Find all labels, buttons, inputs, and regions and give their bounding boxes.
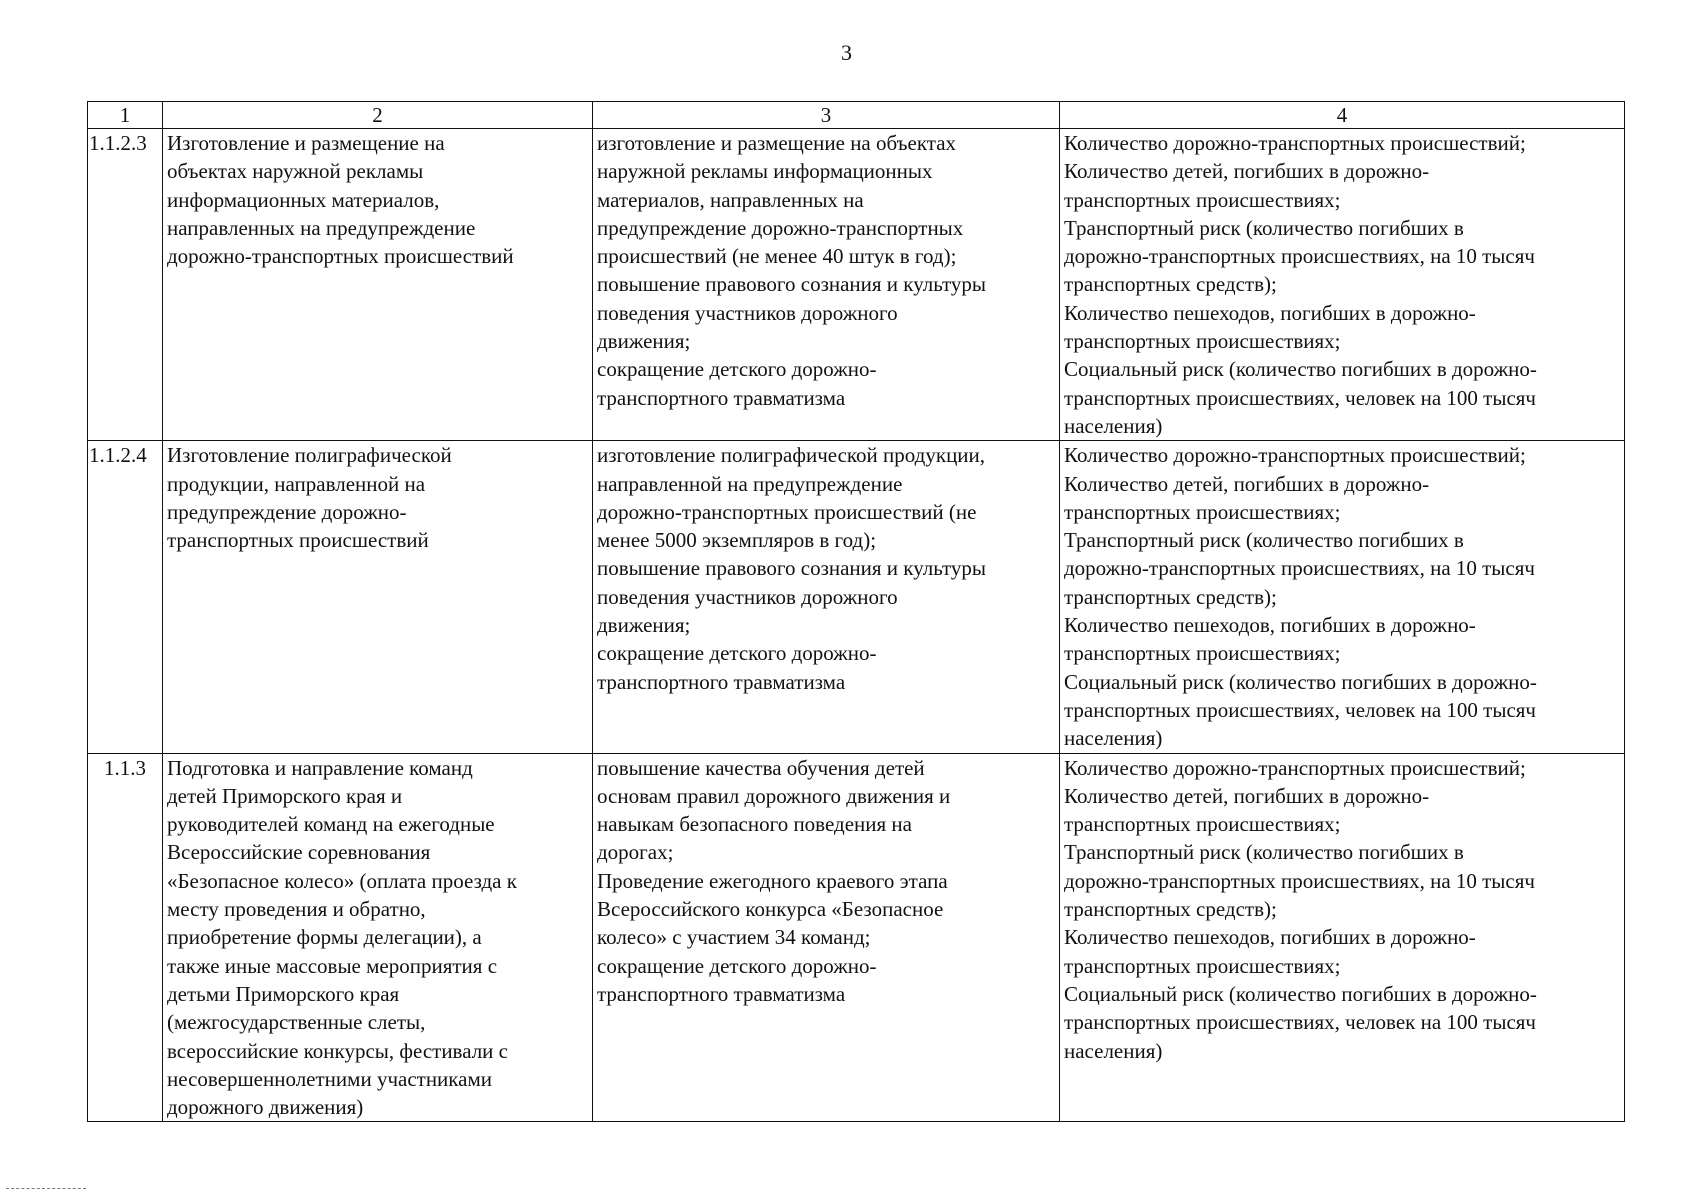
text-line: дорожного движения) (167, 1095, 364, 1120)
text-line: также иные массовые мероприятия с (167, 953, 498, 978)
text-line: повышение правового сознания и культуры (597, 556, 987, 581)
text-line: дорожно-транспортных происшествий (не (597, 499, 977, 524)
text-line: населения) (1064, 413, 1163, 438)
text-line: дорожно-транспортных происшествиях, на 10 тысяч (1064, 556, 1535, 581)
table-row (88, 129, 1625, 441)
text-line: Социальный риск (количество погибших в дорожно- (1064, 669, 1537, 694)
measures-table (87, 101, 1625, 1122)
text-line: предупреждение дорожно- (167, 499, 407, 524)
text-line: менее 5000 экземпляров в год); (597, 528, 877, 553)
text-line: транспортного травматизма (597, 981, 846, 1006)
text-line: транспортных происшествиях; (1064, 953, 1341, 978)
text-line: Социальный риск (количество погибших в дорожно- (1064, 357, 1537, 382)
text-line: информационных материалов, (167, 187, 440, 212)
text-line: Всероссийского конкурса «Безопасное (597, 897, 944, 922)
measure-name-cell (163, 129, 593, 441)
text-line: детей Приморского края и (167, 783, 403, 808)
table-row (88, 441, 1625, 753)
text-line: месту проведения и обратно, (167, 897, 426, 922)
text-line: (межгосударственные слеты, (167, 1010, 426, 1035)
text-line: изготовление и размещение на объектах (597, 131, 957, 155)
text-line: транспортных происшествиях, человек на 100 тысяч (1064, 1010, 1536, 1035)
text-line: материалов, направленных на (597, 187, 864, 212)
scan-artifact-line (6, 1188, 86, 1189)
row-number: 1.1.2.4 (88, 441, 163, 753)
text-line: Количество пешеходов, погибших в дорожно- (1064, 925, 1476, 950)
text-line: Подготовка и направление команд (167, 755, 473, 780)
text-line: транспортных происшествиях, человек на 100 тысяч (1064, 385, 1536, 410)
text-line: Изготовление и размещение на (167, 131, 445, 155)
text-line: Изготовление полиграфической (167, 443, 452, 468)
text-line: дорожно-транспортных происшествий (167, 244, 514, 269)
text-line: изготовление полиграфической продукции, (597, 443, 986, 468)
text-line: происшествий (не менее 40 штук в год); (597, 244, 957, 269)
expected-results-cell (593, 753, 1060, 1122)
text-line: навыкам безопасного поведения на (597, 812, 912, 837)
text-line: транспортных происшествиях; (1064, 812, 1341, 837)
text-line: Количество детей, погибших в дорожно- (1064, 159, 1430, 184)
header-col-1: 1 (88, 102, 163, 129)
text-line: Количество детей, погибших в дорожно- (1064, 471, 1430, 496)
text-line: транспортного травматизма (597, 385, 846, 410)
text-line: Всероссийские соревнования (167, 840, 431, 865)
text-line: транспортных средств); (1064, 897, 1277, 922)
expected-results-cell (593, 441, 1060, 753)
text-line: Транспортный риск (количество погибших в (1064, 215, 1464, 240)
text-line: объектах наружной рекламы (167, 159, 424, 184)
text-line: «Безопасное колесо» (оплата проезда к (167, 868, 517, 893)
text-line: дорожно-транспортных происшествиях, на 10 тысяч (1064, 868, 1535, 893)
header-col-3: 3 (593, 102, 1060, 129)
measure-name-cell (163, 441, 593, 753)
text-line: колесо» с участием 34 команд; (597, 925, 871, 950)
text-line: повышение правового сознания и культуры (597, 272, 987, 297)
text-line: Количество дорожно-транспортных происшествий; (1064, 755, 1526, 780)
table-header-row (88, 102, 1625, 129)
indicators-cell (1060, 129, 1625, 441)
text-line: движения; (597, 329, 691, 354)
indicators-cell (1060, 753, 1625, 1122)
text-line: руководителей команд на ежегодные (167, 812, 495, 837)
row-number: 1.1.2.3 (88, 129, 163, 441)
text-line: дорожно-транспортных происшествиях, на 10 тысяч (1064, 244, 1535, 269)
text-line: транспортных происшествий (167, 528, 429, 553)
text-line: основам правил дорожного движения и (597, 783, 951, 808)
text-line: Транспортный риск (количество погибших в (1064, 528, 1464, 553)
text-line: сокращение детского дорожно- (597, 357, 877, 382)
text-line: транспортных средств); (1064, 584, 1277, 609)
text-line: направленных на предупреждение (167, 215, 476, 240)
text-line: поведения участников дорожного (597, 300, 898, 325)
measure-name-cell (163, 753, 593, 1122)
text-line: Количество дорожно-транспортных происшествий; (1064, 443, 1526, 468)
text-line: транспортных средств); (1064, 272, 1277, 297)
expected-results-cell (593, 129, 1060, 441)
text-line: всероссийские конкурсы, фестивали с (167, 1038, 508, 1063)
text-line: приобретение формы делегации), а (167, 925, 482, 950)
text-line: сокращение детского дорожно- (597, 641, 877, 666)
row-number: 1.1.3 (88, 753, 163, 1122)
indicators-cell (1060, 441, 1625, 753)
header-col-4: 4 (1060, 102, 1625, 129)
text-line: транспортных происшествиях, человек на 100 тысяч (1064, 697, 1536, 722)
text-line: предупреждение дорожно-транспортных (597, 215, 964, 240)
text-line: детьми Приморского края (167, 981, 400, 1006)
text-line: транспортного травматизма (597, 669, 846, 694)
text-line: Количество дорожно-транспортных происшествий; (1064, 131, 1526, 155)
text-line: повышение качества обучения детей (597, 755, 925, 780)
text-line: движения; (597, 613, 691, 638)
text-line: несовершеннолетними участниками (167, 1066, 493, 1091)
text-line: продукции, направленной на (167, 471, 426, 496)
text-line: Количество пешеходов, погибших в дорожно- (1064, 300, 1476, 325)
text-line: Транспортный риск (количество погибших в (1064, 840, 1464, 865)
text-line: транспортных происшествиях; (1064, 499, 1341, 524)
text-line: сокращение детского дорожно- (597, 953, 877, 978)
text-line: поведения участников дорожного (597, 584, 898, 609)
table-row (88, 753, 1625, 1122)
text-line: направленной на предупреждение (597, 471, 903, 496)
text-line: дорогах; (597, 840, 674, 865)
text-line: транспортных происшествиях; (1064, 187, 1341, 212)
text-line: Количество пешеходов, погибших в дорожно- (1064, 613, 1476, 638)
text-line: населения) (1064, 1038, 1163, 1063)
text-line: Социальный риск (количество погибших в дорожно- (1064, 981, 1537, 1006)
text-line: наружной рекламы информационных (597, 159, 933, 184)
header-col-2: 2 (163, 102, 593, 129)
page-number: 3 (841, 40, 852, 65)
text-line: Количество детей, погибших в дорожно- (1064, 783, 1430, 808)
text-line: транспортных происшествиях; (1064, 329, 1341, 354)
text-line: Проведение ежегодного краевого этапа (597, 868, 948, 893)
text-line: населения) (1064, 726, 1163, 751)
text-line: транспортных происшествиях; (1064, 641, 1341, 666)
